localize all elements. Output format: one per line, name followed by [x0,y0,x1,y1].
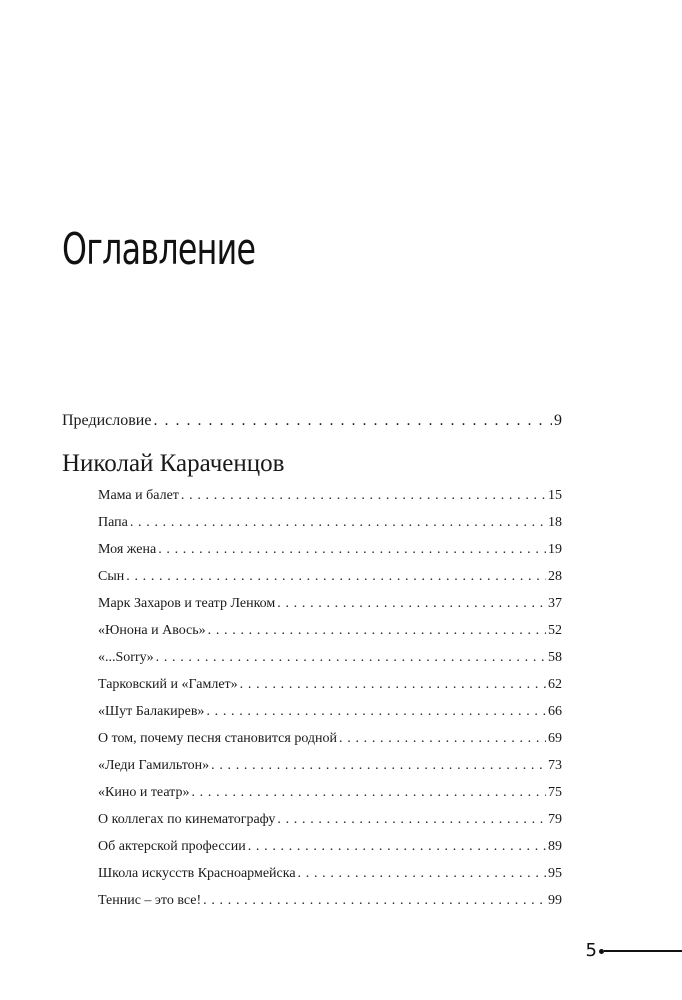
toc-entry-page: 52 [548,623,562,638]
toc-entry-page: 9 [554,412,562,429]
toc-entry-label: «Шут Балакирев» [98,704,205,719]
toc-entry-label: «Леди Гамильтон» [98,758,210,773]
toc-entry[interactable] [98,540,562,560]
toc-entry-page: 66 [548,704,562,719]
toc-entry-page: 15 [548,488,562,503]
toc-entry[interactable] [98,513,562,533]
dot-leader [240,675,546,695]
dot-leader [203,891,546,911]
toc-entry-page: 99 [548,893,562,908]
folio-rule [604,950,682,952]
toc-entry-preface[interactable] [62,410,562,432]
page-number: 5 [585,940,597,961]
dot-leader [208,621,546,641]
toc-entry-page: 19 [548,542,562,557]
toc-entry[interactable] [98,567,562,587]
toc-entry-label: «Юнона и Авось» [98,623,206,638]
page-title: Оглавление [62,224,256,275]
toc-entry[interactable] [98,702,562,722]
toc-entry[interactable] [98,756,562,776]
dot-leader [191,783,546,803]
toc-entry[interactable] [98,810,562,830]
dot-leader [277,594,546,614]
dot-leader [211,756,546,776]
toc-entry[interactable] [98,675,562,695]
toc-entry-label: Мама и балет [98,488,179,503]
toc-entry-label: «...Sorry» [98,650,154,665]
toc-entry-label: Об актерской профессии [98,839,246,854]
toc-entry-label: Тарковский и «Гамлет» [98,677,238,692]
toc-entry-label: Школа искусств Красноармейска [98,866,296,881]
toc-entry-label: О том, почему песня становится родной [98,731,338,746]
toc-entry[interactable] [98,729,562,749]
toc-entry[interactable] [98,864,562,884]
toc-entry[interactable] [98,837,562,857]
dot-leader [206,702,546,722]
toc-entry[interactable] [98,891,562,911]
toc-entry-label: Предисловие [62,412,152,429]
toc-entry[interactable] [98,594,562,614]
toc-entry-page: 75 [548,785,562,800]
section-heading: Николай Караченцов [62,450,285,477]
toc-entry[interactable] [98,648,562,668]
dot-leader [158,540,546,560]
toc-entry-label: Теннис – это все! [98,893,202,908]
toc-entry-label: «Кино и театр» [98,785,190,800]
toc-entry-page: 28 [548,569,562,584]
toc-entry[interactable] [98,621,562,641]
toc-entry-page: 95 [548,866,562,881]
toc-entry-label: Марк Захаров и театр Ленком [98,596,276,611]
toc-entry-label: Сын [98,569,125,584]
dot-leader [156,648,546,668]
toc-entry-label: Моя жена [98,542,157,557]
toc-entry-page: 18 [548,515,562,530]
dot-leader [181,486,546,506]
page-folio [586,941,682,961]
toc-entry-page: 73 [548,758,562,773]
dot-leader [248,837,546,857]
dot-leader [298,864,546,884]
dot-leader [339,729,546,749]
dot-leader [277,810,546,830]
toc-entry-label: О коллегах по кинематографу [98,812,276,827]
toc-entry-page: 37 [548,596,562,611]
toc-entry[interactable] [98,783,562,803]
toc-entry[interactable] [98,486,562,506]
toc-entry-page: 89 [548,839,562,854]
dot-leader [126,567,546,587]
toc-entry-page: 62 [548,677,562,692]
dot-leader [130,513,546,533]
toc-entry-page: 69 [548,731,562,746]
toc-entry-label: Папа [98,515,128,530]
toc-entry-page: 79 [548,812,562,827]
toc-entry-page: 58 [548,650,562,665]
dot-leader [153,410,552,432]
